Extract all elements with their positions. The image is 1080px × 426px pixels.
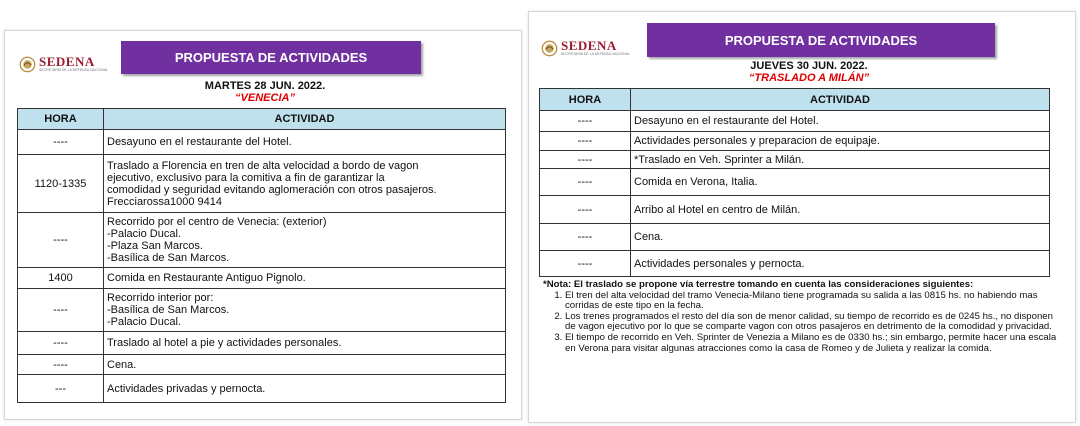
activity-line: -Basílica de San Marcos. [107,252,230,264]
table-row [540,169,1050,196]
activity-line: -Basílica de San Marcos. [107,304,230,316]
note-item: 2. Los trenes programados el resto del día son de menor calidad, su tiempo de recorrido es de 0245 hs., no disponen de vagon ejecutivo por lo que se comparte vagon con otros pasajeros en detrimento de la comodidad y privacidad. [565,312,1061,333]
date-heading: JUEVES 30 JUN. 2022. [750,60,868,72]
table-row [540,251,1050,277]
location-heading: “VENECIA” [235,92,295,104]
activity-line: Frecciarossa1000 9414 [107,195,222,208]
hora-cell: ---- [540,251,631,277]
activity-line: Comida en Restaurante Antiguo Pignolo. [107,272,306,284]
activity-cell: Comida en Verona, Italia. [631,169,1050,196]
activity-line: -Palacio Ducal. [107,228,181,240]
hora-cell: ---- [540,224,631,251]
activity-line: Recorrido por el centro de Venecia: (exterior) [107,216,327,228]
activity-line: Actividades privadas y pernocta. [107,382,266,395]
hora-cell: 1400 [18,268,104,289]
activity-line: ejecutivo, exclusivo para la comitiva a fin de garantizar la [107,171,385,184]
table-row [18,213,506,268]
activity-cell [104,375,506,403]
table-row [18,268,506,289]
hora-cell: ---- [18,289,104,332]
table-row [18,355,506,375]
location-heading: “TRASLADO A MILÁN” [748,72,870,84]
table-row [18,155,506,213]
note-item: 1. El tren del alta velocidad del tramo Venecia-Milano tiene programada su salida a las 0815 hs. no habiendo mas corridas de este tipo en la fecha. [565,291,1061,312]
activity-line: Desayuno en el restaurante del Hotel. [107,136,292,148]
hora-cell: ---- [18,332,104,355]
activity-cell [104,289,506,332]
title-banner: PROPUESTA DE ACTIVIDADES [647,23,995,57]
activity-cell [104,268,506,289]
activity-cell: Actividades personales y pernocta. [631,251,1050,277]
hora-header: HORA [18,109,104,130]
activity-line: comodidad y seguridad evitando aglomeración con otros pasajeros. [107,183,437,196]
hora-header: HORA [540,89,631,111]
logo-name: SEDENA [39,54,95,69]
hora-cell: ---- [18,355,104,375]
activity-cell [104,332,506,355]
activity-line: Traslado al hotel a pie y actividades personales. [107,337,342,349]
table-row [18,130,506,155]
activity-cell [104,130,506,155]
activities-table [17,108,506,403]
date-heading: MARTES 28 JUN. 2022. [204,80,326,92]
logo-subtitle: SECRETARÍA DE LA DEFENSA NACIONAL [39,68,108,72]
activity-cell: Arribo al Hotel en centro de Milán. [631,196,1050,224]
logo-name: SEDENA [561,38,617,53]
activity-cell: Desayuno en el restaurante del Hotel. [631,111,1050,132]
activity-cell: Cena. [631,224,1050,251]
table-row [18,332,506,355]
hora-cell: ---- [540,111,631,132]
eagle-emblem-icon [19,56,36,73]
activity-line: Cena. [107,358,137,371]
table-row [18,289,506,332]
table-row [18,375,506,403]
eagle-emblem-icon [541,40,558,57]
activity-line: -Plaza San Marcos. [107,240,203,252]
note-section [543,280,1061,354]
activity-cell [104,213,506,268]
activity-cell: Actividades personales y preparacion de equipaje. [631,132,1050,151]
table-row [540,151,1050,169]
activity-line: -Palacio Ducal. [107,316,181,328]
title-banner: PROPUESTA DE ACTIVIDADES [121,41,421,74]
activity-line: Recorrido interior por: [107,292,214,304]
logo-subtitle: SECRETARÍA DE LA DEFENSA NACIONAL [561,52,630,56]
table-header-row [540,89,1050,111]
hora-cell: ---- [540,196,631,224]
hora-cell: ---- [18,213,104,268]
hora-cell: --- [18,375,104,403]
activity-cell [104,355,506,375]
table-row [540,196,1050,224]
activity-cell [104,155,506,213]
sedena-logo [541,39,630,57]
slide-venecia [4,30,522,420]
hora-cell: ---- [540,151,631,169]
activity-cell: *Traslado en Veh. Sprinter a Milán. [631,151,1050,169]
hora-cell: ---- [18,130,104,155]
table-row [540,224,1050,251]
hora-cell: ---- [540,132,631,151]
hora-cell: 1120-1335 [18,155,104,213]
table-row [540,132,1050,151]
sedena-logo [19,55,108,73]
activities-table [539,88,1050,277]
table-header-row [18,109,506,130]
hora-cell: ---- [540,169,631,196]
slide-traslado-milan [528,11,1076,423]
actividad-header: ACTIVIDAD [631,89,1050,111]
activity-line: Traslado a Florencia en tren de alta velocidad a bordo de vagon [107,159,419,172]
note-title: *Nota: El traslado se propone vía terrestre tomando en cuenta las consideraciones siguientes: [543,279,974,290]
note-list [543,291,1061,355]
table-row [540,111,1050,132]
actividad-header: ACTIVIDAD [104,109,506,130]
note-item: 3. El tiempo de recorrido en Veh. Sprinter de Venezia a Milano es de 0330 hs.; sin embargo, permite hacer una escala en Verona para visitar algunas atracciones como la casa de Romeo y de Julieta y realizar la comida. [565,333,1061,354]
